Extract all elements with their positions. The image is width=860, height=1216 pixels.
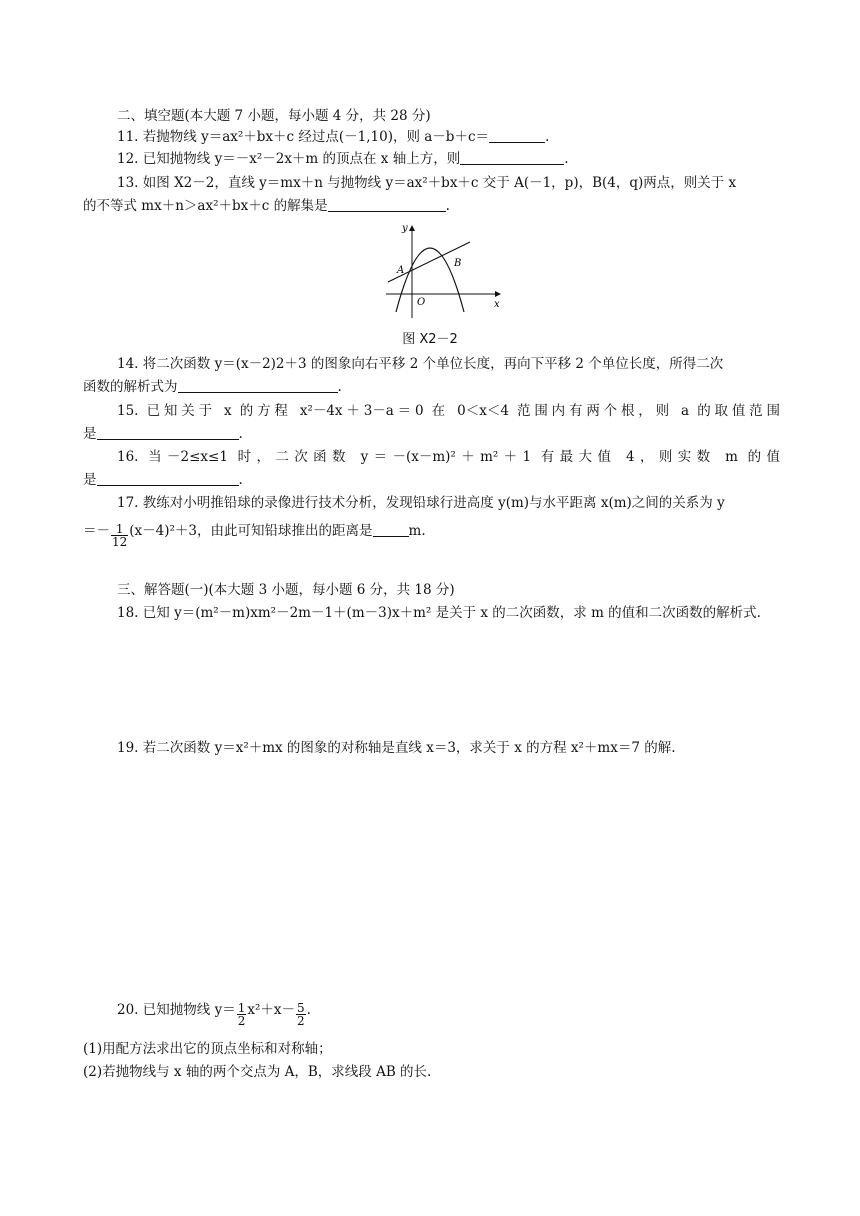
q20-end: .	[306, 1002, 311, 1018]
point-a-label: A	[397, 265, 405, 276]
q19-text: 若二次函数 y＝x²＋mx 的图象的对称轴是直线 x＝3，求关于 x 的方程 x²＋mx＝7 的解.	[142, 740, 676, 756]
q14-line1: 将二次函数 y＝(x－2)2＋3 的图象向右平移 2 个单位长度，再向下平移 2 个单位长度，所得二次	[142, 356, 724, 372]
question-17	[83, 493, 780, 548]
q20-fraction-2-denominator: 2	[296, 1014, 305, 1028]
q13-end: .	[445, 198, 450, 214]
q17-number: 17.	[117, 495, 139, 511]
q14-end: .	[337, 379, 342, 395]
q20-fraction-1-numerator: 1	[237, 1001, 246, 1015]
q17-unit: m.	[408, 523, 426, 539]
q20-fraction-2	[296, 1002, 306, 1027]
q12-answer-blank[interactable]	[460, 150, 564, 165]
question-11	[83, 127, 780, 147]
q20-fraction-1	[237, 1002, 247, 1027]
q12-end: .	[564, 151, 569, 167]
q17-answer-blank[interactable]	[373, 522, 409, 537]
q15-answer-blank[interactable]	[97, 425, 239, 440]
q13-number: 13.	[117, 175, 139, 191]
q11-answer-blank[interactable]	[489, 128, 545, 143]
q15-number: 15.	[117, 403, 139, 419]
question-13	[83, 173, 780, 216]
q20-part-1: (1)用配方法求出它的顶点坐标和对称轴；	[83, 1041, 332, 1057]
q11-text: 若抛物线 y＝ax²＋bx＋c 经过点(－1,10)，则 a－b＋c＝	[142, 129, 490, 145]
q16-end: .	[238, 472, 243, 488]
y-axis-label: y	[402, 223, 408, 234]
question-15	[83, 401, 780, 444]
q15-line2: 是	[83, 426, 97, 442]
origin-label: O	[417, 297, 426, 308]
q14-number: 14.	[117, 356, 139, 372]
figure-caption: 图 X2－2	[402, 332, 458, 347]
q17-pre: ＝－	[83, 523, 110, 539]
q16-answer-blank[interactable]	[97, 471, 239, 486]
q20-fraction-2-numerator: 5	[296, 1001, 305, 1015]
question-18	[83, 603, 780, 623]
q12-text: 已知抛物线 y＝－x²－2x＋m 的顶点在 x 轴上方，则	[142, 151, 461, 167]
point-b-label: B	[454, 258, 462, 269]
q19-number: 19.	[117, 740, 139, 756]
question-16	[83, 447, 780, 490]
q14-answer-blank[interactable]	[178, 378, 338, 393]
q17-fraction-numerator: 1	[111, 523, 128, 536]
q17-post: (x－4)²＋3，由此可知铅球推出的距离是	[129, 523, 373, 539]
q17-fraction	[111, 523, 128, 548]
question-19	[83, 738, 780, 758]
q13-line2: 的不等式 mx＋n＞ax²＋bx＋c 的解集是	[83, 198, 328, 214]
q16-number: 16.	[117, 449, 139, 465]
q17-fraction-denominator: 12	[112, 535, 128, 549]
q16-line1: 当－2≤x≤1 时，二次函数 y＝－(x－m)²＋m²＋1 有最大值 4，则实数 m 的值	[148, 449, 780, 465]
q20-pre: 已知抛物线 y＝	[142, 1002, 236, 1018]
question-12	[83, 149, 780, 169]
q13-line1: 如图 X2－2，直线 y＝mx＋n 与抛物线 y＝ax²＋bx＋c 交于 A(－1，p)，B(4，q)两点，则关于 x	[142, 175, 737, 191]
q16-line2: 是	[83, 472, 97, 488]
q20-part-2: (2)若抛物线与 x 轴的两个交点为 A，B，求线段 AB 的长.	[83, 1064, 432, 1080]
q18-text: 已知 y＝(m²－m)xm²－2m－1＋(m－3)x＋m² 是关于 x 的二次函数，求 m 的值和二次函数的解析式.	[142, 605, 761, 621]
q14-line2: 函数的解析式为	[83, 379, 178, 395]
q13-answer-blank[interactable]	[328, 197, 446, 212]
q12-number: 12.	[117, 151, 139, 167]
question-14	[83, 354, 780, 397]
q20-number: 20.	[117, 1002, 139, 1018]
section-3-title: 三、解答题(一)(本大题 3 小题，每小题 6 分，共 18 分)	[117, 582, 455, 598]
q11-number: 11.	[117, 129, 139, 145]
x-axis-label: x	[494, 299, 500, 310]
q20-fraction-1-denominator: 2	[237, 1014, 246, 1028]
section-2-title: 二、填空题(本大题 7 小题，每小题 4 分，共 28 分)	[117, 108, 431, 124]
q18-number: 18.	[117, 605, 139, 621]
parabola-line-figure	[378, 222, 506, 322]
q20-mid: x²＋x－	[247, 1002, 295, 1018]
q17-line1: 教练对小明推铅球的录像进行技术分析，发现铅球行进高度 y(m)与水平距离 x(m)之间的关系为 y	[142, 495, 725, 511]
q15-end: .	[238, 426, 243, 442]
question-20	[83, 1000, 780, 1082]
q15-line1: 已知关于 x 的方程 x²－4x＋3－a＝0 在 0＜x＜4 范围内有两个根，则 a 的取值范围	[146, 403, 780, 419]
q11-end: .	[545, 129, 550, 145]
